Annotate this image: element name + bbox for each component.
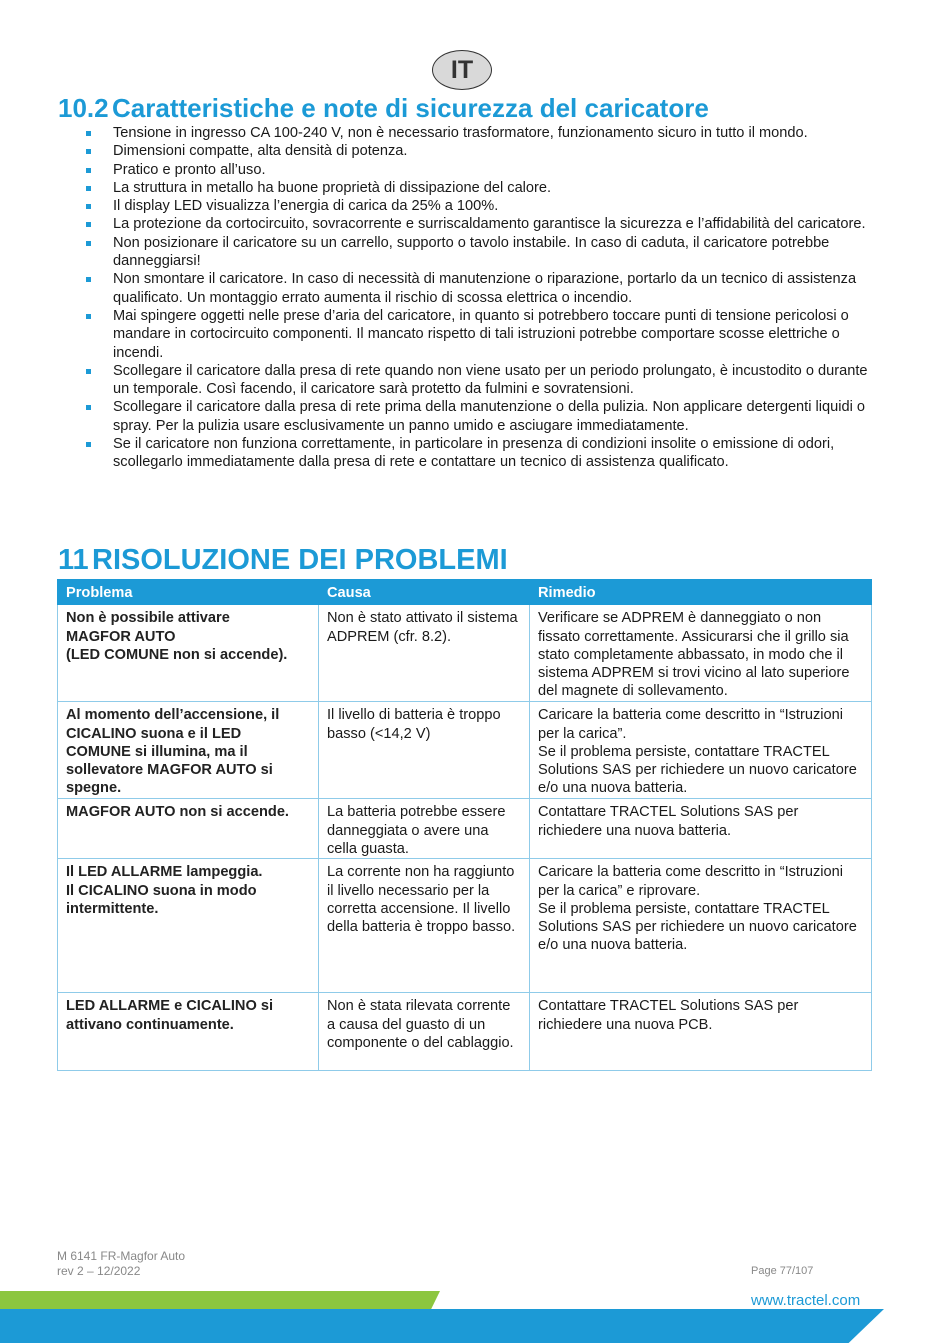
cell-rimedio: Contattare TRACTEL Solutions SAS per richiedere una nuova PCB. bbox=[530, 993, 872, 1071]
bullet-square-icon bbox=[86, 241, 91, 246]
cell-rimedio: Contattare TRACTEL Solutions SAS per richiedere una nuova batteria. bbox=[530, 799, 872, 859]
troubleshooting-table bbox=[57, 579, 872, 1071]
list-item-text: Non posizionare il caricatore su un carrello, supporto o tavolo instabile. In caso di caduta, il caricatore potrebbe danneggiarsi! bbox=[113, 234, 830, 270]
list-item bbox=[86, 179, 876, 197]
list-item-text: Tensione in ingresso CA 100-240 V, non è necessario trasformatore, funzionamento sicuro in tutto il mondo. bbox=[113, 125, 808, 141]
list-item bbox=[86, 124, 876, 142]
safety-notes-list bbox=[86, 124, 876, 472]
list-item-text: Scollegare il caricatore dalla presa di rete prima della manutenzione o della pulizia. Non applicare detergenti liquidi o spray. Per la pulizia usare esclusivamente un panno umido e asciugare immediatamente. bbox=[113, 399, 866, 434]
footer-blue-stripe bbox=[0, 1309, 884, 1343]
bullet-square-icon bbox=[86, 149, 91, 154]
cell-causa: La batteria potrebbe essere danneggiata o avere una cella guasta. bbox=[319, 799, 530, 859]
list-item bbox=[86, 142, 876, 160]
bullet-square-icon bbox=[86, 369, 91, 374]
list-item-text: La protezione da cortocircuito, sovracorrente e surriscaldamento garantisce la sicurezza e l’affidabilità del caricatore. bbox=[113, 216, 866, 233]
table-row bbox=[58, 799, 872, 859]
list-item-text: Il display LED visualizza l’energia di carica da 25% a 100%. bbox=[113, 198, 499, 215]
table-row bbox=[58, 859, 872, 993]
bullet-square-icon bbox=[86, 277, 91, 282]
list-item-text: Scollegare il caricatore dalla presa di rete quando non viene usato per un periodo prolungato, è incustodito o durante un temporale. Così facendo, il caricatore sarà protetto da fulmini e sovratensioni. bbox=[113, 362, 868, 398]
column-header-causa: Causa bbox=[319, 580, 530, 605]
section-title: Caratteristiche e note di sicurezza del caricatore bbox=[112, 93, 709, 123]
bullet-square-icon bbox=[86, 442, 91, 447]
list-item bbox=[86, 435, 876, 472]
table-header-row bbox=[58, 580, 872, 605]
section-number: 10.2 bbox=[58, 93, 109, 123]
section-number: 11 bbox=[58, 544, 89, 576]
table-row bbox=[58, 702, 872, 799]
page-number: Page 77/107 bbox=[751, 1265, 814, 1277]
cell-rimedio: Verificare se ADPREM è danneggiato o non fissato correttamente. Assicurarsi che il grillo sia stato completamente abbassato, in modo che il sistema ADPREM si trovi vicino al lato superiore del magnete di sollevamento. bbox=[530, 605, 872, 702]
cell-causa: La corrente non ha raggiunto il livello necessario per la corretta accensione. Il livello della batteria è troppo basso. bbox=[319, 859, 530, 993]
section-11-heading bbox=[58, 544, 508, 577]
bullet-square-icon bbox=[86, 168, 91, 173]
cell-problema: MAGFOR AUTO non si accende. bbox=[58, 799, 319, 859]
list-item-text: Pratico e pronto all’uso. bbox=[113, 161, 266, 178]
table-row bbox=[58, 605, 872, 702]
cell-causa: Non è stato attivato il sistema ADPREM (cfr. 8.2). bbox=[319, 605, 530, 702]
section-title: RISOLUZIONE DEI PROBLEMI bbox=[92, 544, 508, 576]
list-item-text: La struttura in metallo ha buone proprietà di dissipazione del calore. bbox=[113, 179, 552, 196]
list-item bbox=[86, 234, 876, 271]
cell-problema: Il LED ALLARME lampeggia. Il CICALINO suona in modo intermittente. bbox=[58, 859, 319, 993]
list-item-text: Dimensioni compatte, alta densità di potenza. bbox=[113, 143, 408, 160]
list-item bbox=[86, 197, 876, 215]
language-badge: IT bbox=[432, 50, 492, 90]
section-10-2-heading bbox=[58, 93, 709, 124]
bullet-square-icon bbox=[86, 131, 91, 136]
list-item bbox=[86, 307, 876, 362]
table-row bbox=[58, 993, 872, 1071]
list-item bbox=[86, 270, 876, 307]
list-item-text: Mai spingere oggetti nelle prese d’aria del caricatore, in quanto si potrebbero toccare punti di tensione pericolosi o mandare in cortocircuito componenti. Il mancato rispetto di tali istruzioni potrebbe comportare scosse elettriche o incendi. bbox=[113, 307, 849, 361]
website-link[interactable]: www.tractel.com bbox=[751, 1292, 861, 1309]
list-item bbox=[86, 398, 876, 435]
footer-green-stripe bbox=[0, 1291, 440, 1309]
cell-rimedio: Caricare la batteria come descritto in “Istruzioni per la carica”. Se il problema persiste, contattare TRACTEL Solutions SAS per richiedere un nuovo caricatore e/o una nuova batteria. bbox=[530, 702, 872, 799]
column-header-rimedio: Rimedio bbox=[530, 580, 872, 605]
list-item bbox=[86, 362, 876, 399]
list-item-text: Non smontare il caricatore. In caso di necessità di manutenzione o riparazione, portarlo da un tecnico di assistenza qualificato. Un montaggio errato aumenta il rischio di scossa elettrica o incendio. bbox=[113, 271, 857, 306]
cell-causa: Non è stata rilevata corrente a causa del guasto di un componente o del cablaggio. bbox=[319, 993, 530, 1071]
list-item-text: Se il caricatore non funziona correttamente, in particolare in presenza di condizioni insolite o emissione di odori, scollegarlo immediatamente dalla presa di rete e contattare un tecnico di assistenza qualificato. bbox=[113, 436, 835, 471]
list-item bbox=[86, 161, 876, 179]
cell-causa: Il livello di batteria è troppo basso (<14,2 V) bbox=[319, 702, 530, 799]
cell-problema: Non è possibile attivare MAGFOR AUTO (LED COMUNE non si accende). bbox=[58, 605, 319, 702]
cell-rimedio: Caricare la batteria come descritto in “Istruzioni per la carica” e riprovare. Se il problema persiste, contattare TRACTEL Solutions SAS per richiedere un nuovo caricatore e/o una nuova batteria. bbox=[530, 859, 872, 993]
column-header-problema: Problema bbox=[58, 580, 319, 605]
list-item bbox=[86, 215, 876, 233]
bullet-square-icon bbox=[86, 204, 91, 209]
document-reference: M 6141 FR-Magfor Auto rev 2 – 12/2022 bbox=[57, 1249, 186, 1278]
bullet-square-icon bbox=[86, 314, 91, 319]
bullet-square-icon bbox=[86, 222, 91, 227]
cell-problema: Al momento dell’accensione, il CICALINO suona e il LED COMUNE si illumina, ma il sollevatore MAGFOR AUTO si spegne. bbox=[58, 702, 319, 799]
cell-problema: LED ALLARME e CICALINO si attivano continuamente. bbox=[58, 993, 319, 1071]
bullet-square-icon bbox=[86, 405, 91, 410]
bullet-square-icon bbox=[86, 186, 91, 191]
